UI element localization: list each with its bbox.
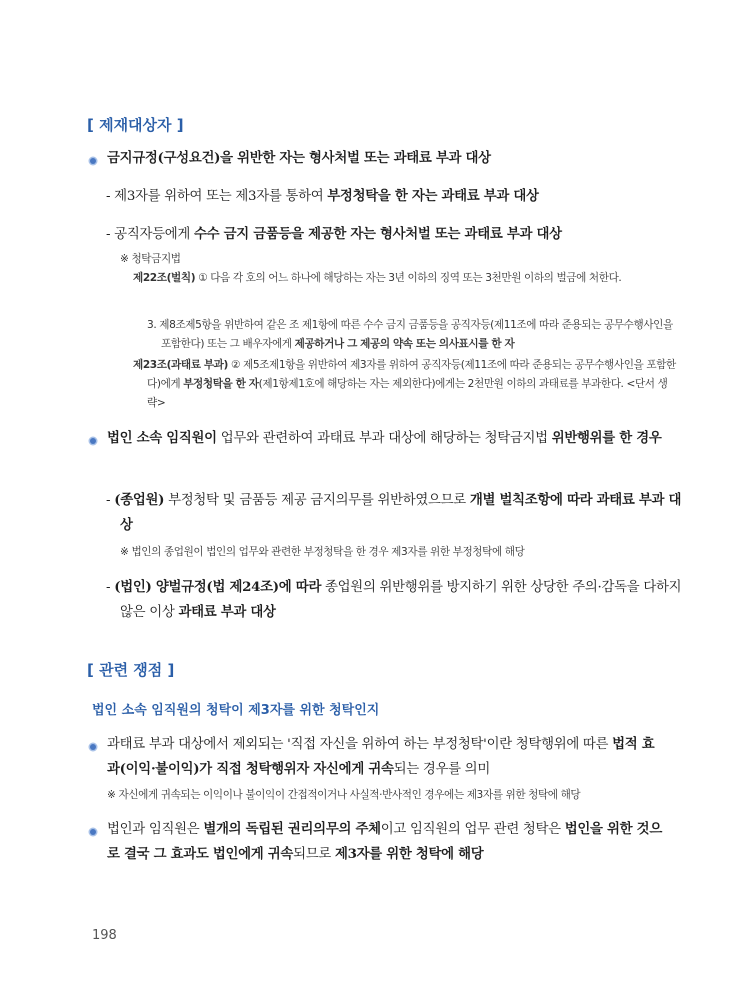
bullet-dot-icon: [90, 744, 96, 750]
dash-item-gift-provider: [106, 222, 666, 247]
dash-bold: 부정청탁을 한 자는 과태료 부과 대상: [327, 188, 539, 204]
item-bold: 제공하거나 그 제공의 약속 또는 의사표시를 한 자: [294, 338, 515, 350]
bullet-bold: 법인 소속 임직원이: [107, 430, 217, 446]
bullet-text: 업무와 관련하여 과태료 부과 대상에 해당하는 청탁금지법: [216, 431, 552, 446]
bullet-prohibited-rule: [107, 146, 667, 171]
dash-prefix: -: [106, 580, 115, 595]
bullet-bold-3: 제3자를 위한 청탁에 해당: [334, 846, 484, 862]
bullet-bold-tail: 위반행위를 한 경우: [551, 430, 662, 446]
bullet-text-3: 되므로: [293, 847, 335, 862]
dash-bold: 수수 금지 금품등을 제공한 자는 형사처벌 또는 과태료 부과 대상: [193, 226, 562, 242]
article-label: 제22조(벌칙): [133, 272, 196, 284]
dash-bold: (종업원): [114, 492, 165, 508]
bullet-bold: 법적 효과(이익·불이익)가 직접 청탁행위자 자신에게 귀속: [107, 736, 655, 777]
section-heading-sanction-targets: [ 제재대상자 ]: [87, 116, 184, 134]
article-label: 제23조(과태료 부과): [133, 359, 228, 371]
note-employee: ※ 법인의 종업원이 법인의 업무와 관련한 부정청탁을 한 경우 제3자를 위한 부정청탁에 해당: [120, 546, 525, 558]
bullet-text-tail: 되는 경우를 의미: [393, 762, 490, 777]
dash-prefix: -: [106, 493, 115, 508]
bullet-bold-2: 법인을 위한 것으로 결국 그 효과도 법인에게 귀속: [107, 821, 662, 862]
dash-bold: (법인) 양벌규정(법 제24조)에 따라: [114, 579, 322, 595]
note-indirect-benefit: ※ 자신에게 귀속되는 이익이나 불이익이 간접적이거나 사실적·반사적인 경우에는 제3자를 위한 청탁에 해당: [107, 789, 581, 801]
bullet-text: 과태료 부과 대상에서 제외되는 '직접 자신을 위하여 하는 부정청탁'이란 청탁행위에 따른: [107, 737, 613, 752]
dash-item-third-party: [106, 184, 666, 209]
dash-text: 부정청탁 및 금품등 제공 금지의무를 위반하였으므로: [164, 493, 470, 508]
article-text: ① 다음 각 호의 어느 하나에 해당하는 자는 3년 이하의 징역 또는 3천만원 이하의 벌금에 처한다.: [195, 272, 622, 284]
issue-subheading: 법인 소속 임직원의 청탁이 제3자를 위한 청탁인지: [92, 703, 380, 718]
dash-bold-tail: 과태료 부과 대상: [178, 604, 276, 620]
law-note-item-3: [147, 316, 677, 354]
page-number: 198: [92, 928, 117, 943]
item-text: 3. 제8조제5항을 위반하여 같은 조 제1항에 따른 수수 금지 금품등을 공직자등(제11조에 따라 준용되는 공무수행사인을 포함한다) 또는 그 배우자에게: [147, 319, 673, 350]
bullet-text: 법인과 임직원은: [107, 822, 204, 837]
bullet-dot-icon: [90, 438, 96, 444]
bullet-dot-icon: [90, 158, 96, 164]
dash-text: 종업원의 위반행위를 방지하기 위한 상당한 주의·감독을 다하지 않은 이상: [120, 580, 682, 620]
article-text: ② 제5조제1항을 위반하여 제3자를 위하여 공직자등(제11조에 따라 준용되는 공무수행사인을 포함한다)에게: [147, 359, 676, 390]
law-note-article-22: [133, 269, 677, 288]
bullet-text: 금지규정(구성요건)을 위반한 자는 형사처벌 또는 과태료 부과 대상: [107, 150, 491, 166]
dash-text: - 제3자를 위하여 또는 제3자를 통하여: [106, 189, 328, 204]
bullet-corporation-employee-separate: [107, 817, 663, 867]
bullet-corporate-employee: [107, 426, 662, 451]
law-note-article-23: [133, 356, 677, 413]
dash-item-employee: [106, 488, 682, 538]
section-heading-related-issues: [ 관련 쟁점 ]: [87, 661, 175, 679]
bullet-self-excluded: [107, 732, 663, 782]
article-bold: 부정청탁을 한 자: [183, 378, 259, 390]
bullet-bold: 별개의 독립된 권리의무의 주체: [203, 821, 381, 837]
bullet-text-2: 이고 임직원의 업무 관련 청탁은: [380, 822, 565, 837]
article-text-tail: (제1항제1호에 해당하는 자는 제외한다)에게는 2천만원 이하의 과태료를 부과한다. <단서 생략>: [147, 378, 668, 409]
dash-item-corporation: [106, 575, 682, 625]
dash-text: - 공직자등에게: [106, 227, 194, 242]
bullet-dot-icon: [90, 829, 96, 835]
law-note-title: ※ 청탁금지법: [120, 253, 181, 265]
dash-bold-tail: 개별 벌칙조항에 따라 과태료 부과 대상: [120, 492, 682, 533]
